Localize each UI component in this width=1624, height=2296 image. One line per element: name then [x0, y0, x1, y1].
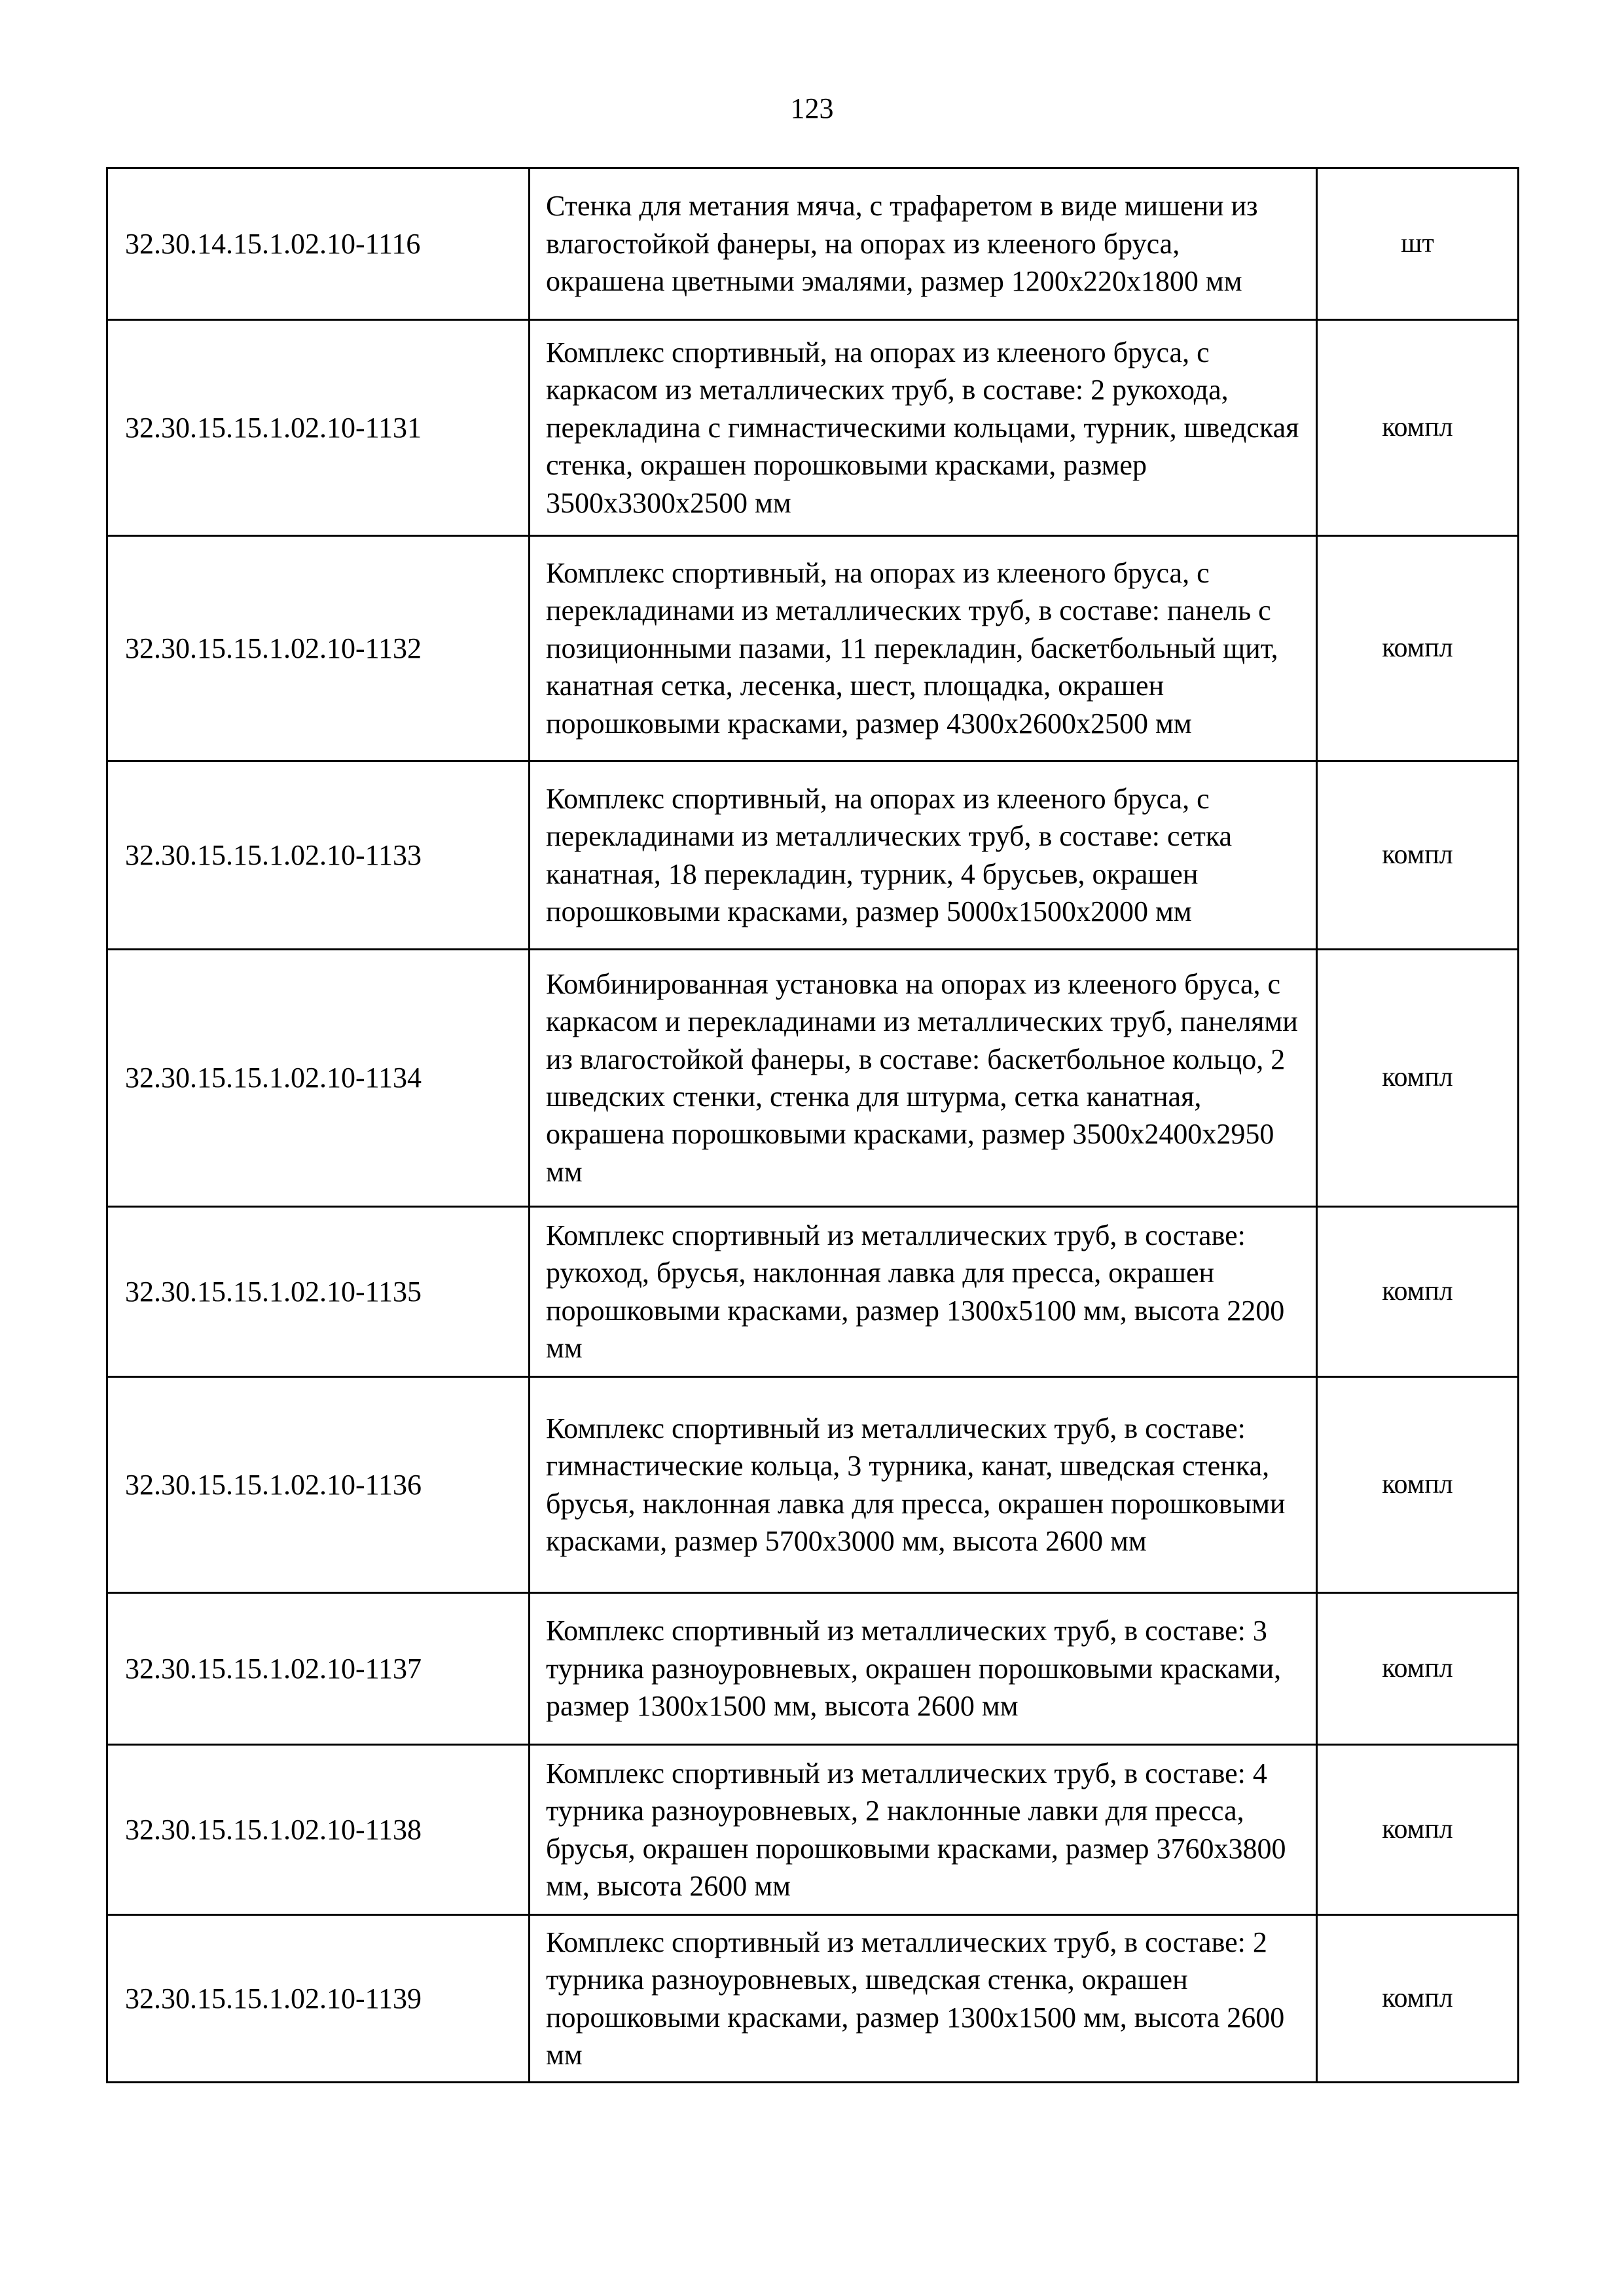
resource-code: 32.30.15.15.1.02.10-1133	[107, 761, 530, 950]
resource-description: Комплекс спортивный, на опорах из клееного бруса, с перекладинами из металлических труб, в составе: панель с позиционными пазами, 11 перекладин, баскетбольный щит, канатная сетка, лесенка, шест, площадка, окрашен порошковыми красками, размер 4300x2600x2500 мм	[530, 536, 1317, 761]
resource-description: Комплекс спортивный, на опорах из клееного бруса, с каркасом из металлических труб, в составе: 2 рукохода, перекладина с гимнастическими кольцами, турник, шведская стенка, окрашен порошковыми красками, размер 3500x3300x2500 мм	[530, 320, 1317, 536]
resource-code: 32.30.15.15.1.02.10-1132	[107, 536, 530, 761]
resource-code: 32.30.15.15.1.02.10-1137	[107, 1593, 530, 1745]
unit-of-measure: компл	[1317, 761, 1519, 950]
unit-of-measure: компл	[1317, 1377, 1519, 1593]
table-row	[107, 1593, 1519, 1745]
table-row	[107, 1377, 1519, 1593]
resource-description: Комплекс спортивный из металлических труб, в составе: гимнастические кольца, 3 турника, канат, шведская стенка, брусья, наклонная лавка для пресса, окрашен порошковыми красками, размер 5700x3000 мм, высота 2600 мм	[530, 1377, 1317, 1593]
unit-of-measure: компл	[1317, 950, 1519, 1207]
unit-of-measure: компл	[1317, 320, 1519, 536]
resource-code: 32.30.14.15.1.02.10-1116	[107, 168, 530, 320]
unit-of-measure: компл	[1317, 536, 1519, 761]
resource-description: Комплекс спортивный из металлических труб, в составе: 2 турника разноуровневых, шведская стенка, окрашен порошковыми красками, размер 1300x1500 мм, высота 2600 мм	[530, 1915, 1317, 2083]
resource-description: Комплекс спортивный, на опорах из клееного бруса, с перекладинами из металлических труб, в составе: сетка канатная, 18 перекладин, турник, 4 брусьев, окрашен порошковыми красками, размер 5000x1500x2000 мм	[530, 761, 1317, 950]
resource-description: Стенка для метания мяча, с трафаретом в виде мишени из влагостойкой фанеры, на опорах из клееного бруса, окрашена цветными эмалями, размер 1200x220x1800 мм	[530, 168, 1317, 320]
page-number: 123	[790, 92, 834, 124]
resource-table	[106, 167, 1519, 2083]
resource-code: 32.30.15.15.1.02.10-1139	[107, 1915, 530, 2083]
table-row	[107, 1745, 1519, 1915]
table-row	[107, 950, 1519, 1207]
table-row	[107, 1915, 1519, 2083]
unit-of-measure: компл	[1317, 1593, 1519, 1745]
resource-code: 32.30.15.15.1.02.10-1138	[107, 1745, 530, 1915]
table-row	[107, 536, 1519, 761]
table-row	[107, 761, 1519, 950]
unit-of-measure: компл	[1317, 1207, 1519, 1377]
resource-code: 32.30.15.15.1.02.10-1135	[107, 1207, 530, 1377]
resource-description: Комплекс спортивный из металлических труб, в составе: 3 турника разноуровневых, окрашен порошковыми красками, размер 1300x1500 мм, высота 2600 мм	[530, 1593, 1317, 1745]
resource-code: 32.30.15.15.1.02.10-1136	[107, 1377, 530, 1593]
resource-description: Комплекс спортивный из металлических труб, в составе: рукоход, брусья, наклонная лавка для пресса, окрашен порошковыми красками, размер 1300x5100 мм, высота 2200 мм	[530, 1207, 1317, 1377]
resource-code: 32.30.15.15.1.02.10-1134	[107, 950, 530, 1207]
table-row	[107, 1207, 1519, 1377]
table-row	[107, 320, 1519, 536]
resource-code: 32.30.15.15.1.02.10-1131	[107, 320, 530, 536]
unit-of-measure: шт	[1317, 168, 1519, 320]
unit-of-measure: компл	[1317, 1745, 1519, 1915]
table-row	[107, 168, 1519, 320]
resource-description: Комбинированная установка на опорах из клееного бруса, с каркасом и перекладинами из металлических труб, панелями из влагостойкой фанеры, в составе: баскетбольное кольцо, 2 шведских стенки, стенка для штурма, сетка канатная, окрашена порошковыми красками, размер 3500x2400x2950 мм	[530, 950, 1317, 1207]
unit-of-measure: компл	[1317, 1915, 1519, 2083]
resource-description: Комплекс спортивный из металлических труб, в составе: 4 турника разноуровневых, 2 наклонные лавки для пресса, брусья, окрашен порошковыми красками, размер 3760x3800 мм, высота 2600 мм	[530, 1745, 1317, 1915]
